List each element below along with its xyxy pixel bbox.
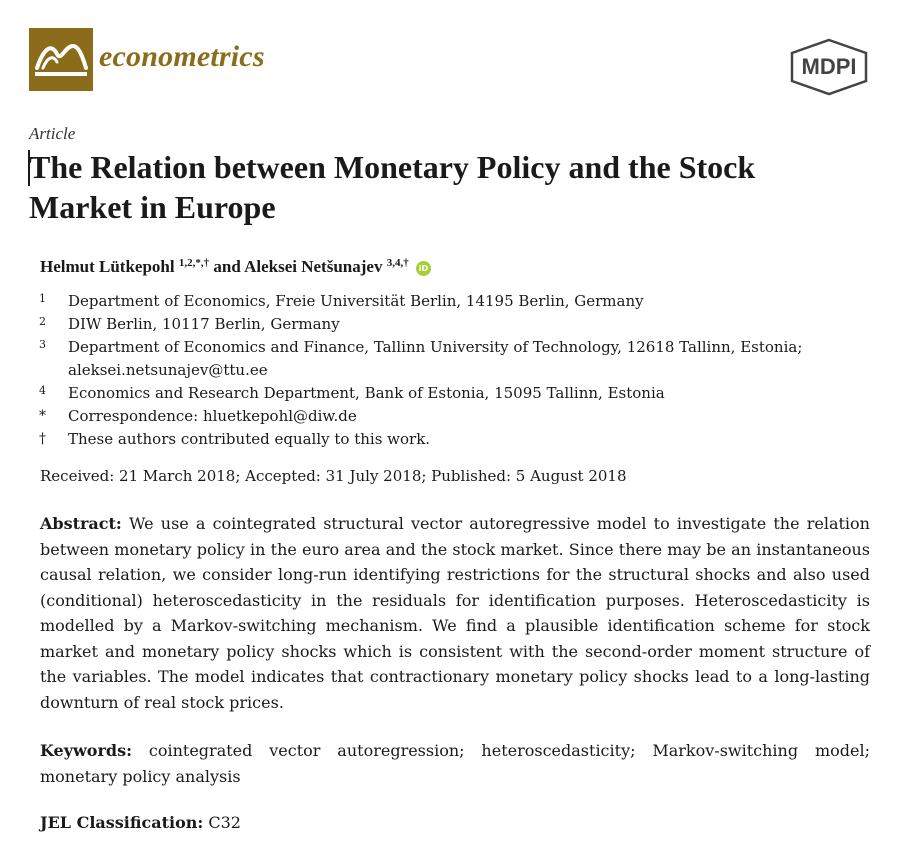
affiliation-mark: *: [39, 408, 46, 424]
jel-label: JEL Classification:: [40, 813, 204, 832]
affiliation-email[interactable]: aleksei.netsunajev@ttu.ee: [68, 361, 268, 379]
affiliation-text: Department of Economics, Freie Universität Berlin, 14195 Berlin, Germany: [68, 292, 644, 310]
mdpi-logo-icon: [788, 38, 870, 96]
keywords-text: cointegrated vector autoregression; heteroscedasticity; Markov-switching model; monetary policy analysis: [40, 741, 870, 786]
affiliation-text: DIW Berlin, 10117 Berlin, Germany: [68, 315, 340, 333]
affiliation-text: Department of Economics and Finance, Tallinn University of Technology, 12618 Tallinn, Estonia;: [68, 338, 803, 356]
affiliation-mark: 3: [39, 338, 46, 351]
author-affil-marks: 3,4,†: [386, 257, 409, 269]
affiliation-item: [39, 313, 802, 336]
affiliation-mark: 4: [39, 384, 46, 397]
affiliation-mark: †: [39, 431, 46, 447]
article-type: Article: [29, 124, 76, 143]
title-line-2: Market in Europe: [29, 189, 276, 225]
correspondence-text: Correspondence: hluetkepohl@diw.de: [68, 407, 357, 425]
correspondence-item: [39, 405, 802, 428]
journal-name: econometrics: [99, 40, 265, 73]
affiliation-item: [39, 290, 802, 313]
journal-header: [0, 0, 901, 110]
keywords: [40, 738, 870, 789]
keywords-label: Keywords:: [40, 741, 133, 760]
affiliation-item: [39, 382, 802, 405]
affiliation-mark: 2: [39, 315, 46, 328]
affiliation-item: [39, 336, 802, 382]
author-name: Aleksei Netšunajev: [244, 257, 383, 276]
abstract: [40, 511, 870, 715]
affiliations: [39, 290, 802, 451]
affiliation-mark: 1: [39, 292, 46, 305]
title-line-1: The Relation between Monetary Policy and the Stock: [29, 149, 756, 185]
equal-contribution-text: These authors contributed equally to this work.: [68, 430, 431, 448]
author-affil-marks: 1,2,*,†: [178, 257, 210, 269]
author-joiner: and: [213, 257, 245, 276]
affiliation-text: Economics and Research Department, Bank of Estonia, 15095 Tallinn, Estonia: [68, 384, 665, 402]
jel-code: C32: [208, 813, 241, 832]
article-title: [29, 147, 879, 227]
econometrics-logo-icon: [29, 28, 93, 91]
abstract-text: We use a cointegrated structural vector autoregressive model to investigate the relation between monetary policy in the euro area and the stock market. Since there may be an instantaneous causal relation, we consider long-run identifying restrictions for the structural shocks and also used (conditional) heteroscedasticity in the residuals for identification purposes. Heteroscedasticity is modelled by a Markov-switching mechanism. We find a plausible identification scheme for stock market and monetary policy shocks which is consistent with the second-order moment structure of the variables. The model indicates that contractionary monetary policy shocks lead to a long-lasting downturn of real stock prices.: [40, 514, 870, 712]
jel-classification: [40, 813, 241, 832]
orcid-icon[interactable]: iD: [416, 261, 431, 276]
author-name: Helmut Lütkepohl: [40, 257, 175, 276]
mdpi-logo-text: MDPI: [801, 54, 857, 79]
publication-dates: Received: 21 March 2018; Accepted: 31 July 2018; Published: 5 August 2018: [40, 467, 627, 485]
abstract-label: Abstract:: [40, 514, 122, 533]
equal-contribution-note: [39, 428, 802, 451]
author-list: [40, 257, 431, 277]
